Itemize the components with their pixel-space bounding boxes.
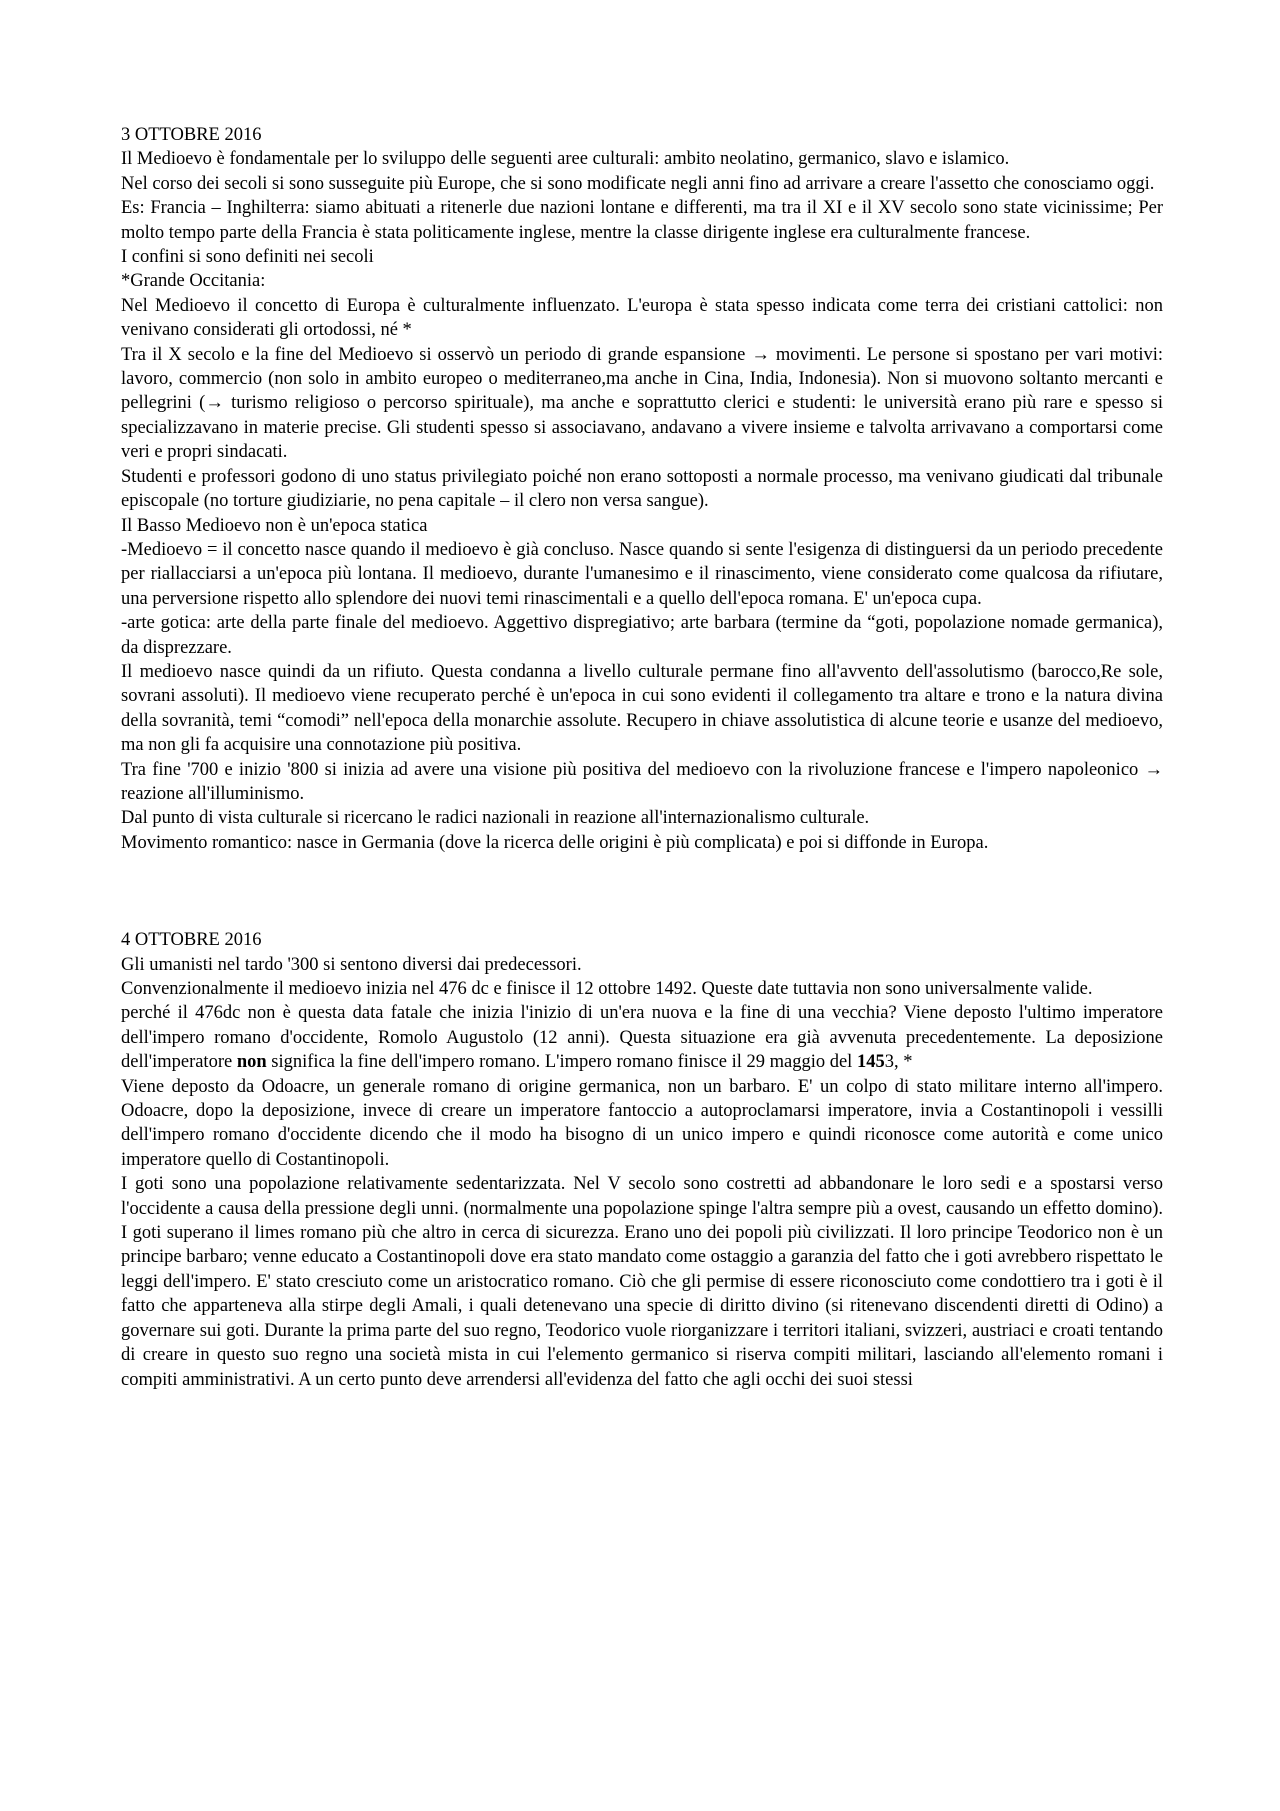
section-spacer [121, 855, 1163, 928]
paragraph: *Grande Occitania: [121, 271, 266, 292]
paragraph: Tra il X secolo e la fine del Medioevo si osservò un periodo di grande espansione → movimenti. Le persone si spostano per vari motivi: lavoro, commercio (non solo in ambito europeo o mediterraneo,ma anche in Cina, India, Indonesia). Non si muovono soltanto mercanti e pellegrini (→ turismo religioso o percorso spirituale), ma anche e soprattutto clerici e studenti: le università erano più rare e spesso si specializzavano in materie precise. Gli studenti spesso si associavano, andavano a vivere insieme e talvolta arrivavano a comportarsi come veri e propri sindacati. [121, 344, 1163, 463]
paragraph: I confini si sono definiti nei secoli [121, 247, 374, 268]
paragraph-mixed [121, 1001, 1163, 1074]
paragraph: I goti sono una popolazione relativamente sedentarizzata. Nel V secolo sono costretti ad abbandonare le loro sedi e a spostarsi verso l'occidente a causa della pressione degli unni. (normalmente una popolazione spinge l'altra sempre più a ovest, causando un effetto domino). I goti superano il limes romano più che altro in cerca di sicurezza. Erano uno dei popoli più civilizzati. Il loro principe Teodorico non è un principe barbaro; venne educato a Costantinopoli dove era stato mandato come ostaggio a garanzia del fatto che i goti avrebbero rispettato le leggi dell'impero. E' stato cresciuto come un aristocratico romano. Ciò che gli permise di essere riconosciuto come condottiero tra i goti è il fatto che apparteneva alla stirpe degli Amali, i quali detenevano una specie di diritto divino (si ritenevano discendenti diretti di Odino) a governare sui goti. Durante la prima parte del suo regno, Teodorico vuole riorganizzare i territori italiani, svizzeri, austriaci e croati tentando di creare in questo suo regno una società mista in cui l'elemento germanico si riserva compiti militari, lasciando all'elemento romani i compiti amministrativi. A un certo punto deve arrendersi all'evidenza del fatto che agli occhi dei suoi stessi [121, 1174, 1163, 1390]
bold-text-run: non [236, 1052, 267, 1073]
paragraph: Movimento romantico: nasce in Germania (dove la ricerca delle origini è più complicata) e poi si diffonde in Europa. [121, 832, 989, 853]
paragraph: Gli umanisti nel tardo '300 si sentono diversi dai predecessori. [121, 954, 582, 975]
paragraph: Il Medioevo è fondamentale per lo sviluppo delle seguenti aree culturali: ambito neolatino, germanico, slavo e islamico. [121, 149, 1010, 170]
section-date: 4 OTTOBRE 2016 [121, 930, 262, 951]
paragraph: -arte gotica: arte della parte finale del medioevo. Aggettivo dispregiativo; arte barbara (termine da “goti, popolazione nomade germanica), da disprezzare. [121, 613, 1163, 658]
section-3-ottobre [121, 123, 1163, 855]
paragraph: Nel Medioevo il concetto di Europa è culturalmente influenzato. L'europa è stata spesso indicata come terra dei cristiani cattolici: non venivano considerati gli ortodossi, né * [121, 295, 1163, 341]
paragraph: Es: Francia – Inghilterra: siamo abituati a ritenerle due nazioni lontane e differenti, ma tra il XI e il XV secolo sono state vicinissime; Per molto tempo parte della Francia è stata politicamente inglese, mentre la classe dirigente inglese era culturalmente francese. [121, 198, 1163, 243]
paragraph: Il medioevo nasce quindi da un rifiuto. Questa condanna a livello culturale permane fino all'avvento dell'assolutismo (barocco,Re sole, sovrani assoluti). Il medioevo viene recuperato perché è un'epoca in cui sono evidenti il collegamento tra altare e trono e la natura divina della sovranità, temi “comodi” nell'epoca della monarchie assolute. Recupero in chiave assolutistica di alcune teorie e usanze del medioevo, ma non gli fa acquisire una connotazione più positiva. [121, 661, 1163, 756]
paragraph: -Medioevo = il concetto nasce quando il medioevo è già concluso. Nasce quando si sente l'esigenza di distinguersi da un periodo precedente per riallacciarsi a un'epoca più lontana. Il medioevo, durante l'umanesimo e il rinascimento, viene considerato come qualcosa da rifiutare, una perversione rispetto allo splendore dei nuovi temi rinascimentali e a quello dell'epoca romana. E' un'epoca cupa. [121, 539, 1163, 609]
paragraph: Il Basso Medioevo non è un'epoca statica [121, 515, 428, 536]
text-run: significa la fine dell'impero romano. L'impero romano finisce il 29 maggio del [271, 1052, 853, 1073]
paragraph: Viene deposto da Odoacre, un generale romano di origine germanica, non un barbaro. E' un colpo di stato militare interno all'impero. Odoacre, dopo la deposizione, invece di creare un imperatore fantoccio a autoproclamarsi imperatore, invia a Costantinopoli i vessilli dell'impero romano d'occidente dicendo che il modo ha bisogno di un unico impero e quindi riconosce come autorità e come unico imperatore quello di Costantinopoli. [121, 1076, 1163, 1170]
section-date: 3 OTTOBRE 2016 [121, 125, 262, 145]
paragraph: Nel corso dei secoli si sono susseguite più Europe, che si sono modificate negli anni fino ad arrivare a creare l'assetto che conosciamo oggi. [121, 173, 1155, 194]
text-run: 3, * [884, 1052, 913, 1073]
bold-text-run: 145 [856, 1052, 885, 1073]
section-4-ottobre [121, 928, 1163, 1392]
paragraph: Convenzionalmente il medioevo inizia nel 476 dc e finisce il 12 ottobre 1492. Queste date tuttavia non sono universalmente valide. [121, 979, 1093, 999]
paragraph: Dal punto di vista culturale si ricercano le radici nazionali in reazione all'internazionalismo culturale. [121, 808, 870, 829]
document-page [121, 123, 1163, 1392]
text-run: perché il 476dc non è questa data fatale che inizia l'inizio di un'era nuova e la fine di una vecchia? Viene deposto l'ultimo imperatore dell'impero romano d'occidente, Romolo Augustolo (12 anni). Questa situazione era già avvenuta precedentemente. La deposizione dell'imperatore [121, 1003, 1163, 1073]
paragraph: Tra fine '700 e inizio '800 si inizia ad avere una visione più positiva del medioevo con la rivoluzione francese e l'impero napoleonico → reazione all'illuminismo. [121, 759, 1163, 804]
paragraph: Studenti e professori godono di uno status privilegiato poiché non erano sottoposti a normale processo, ma venivano giudicati dal tribunale episcopale (no torture giudiziarie, no pena capitale – il clero non versa sangue). [121, 466, 1163, 512]
